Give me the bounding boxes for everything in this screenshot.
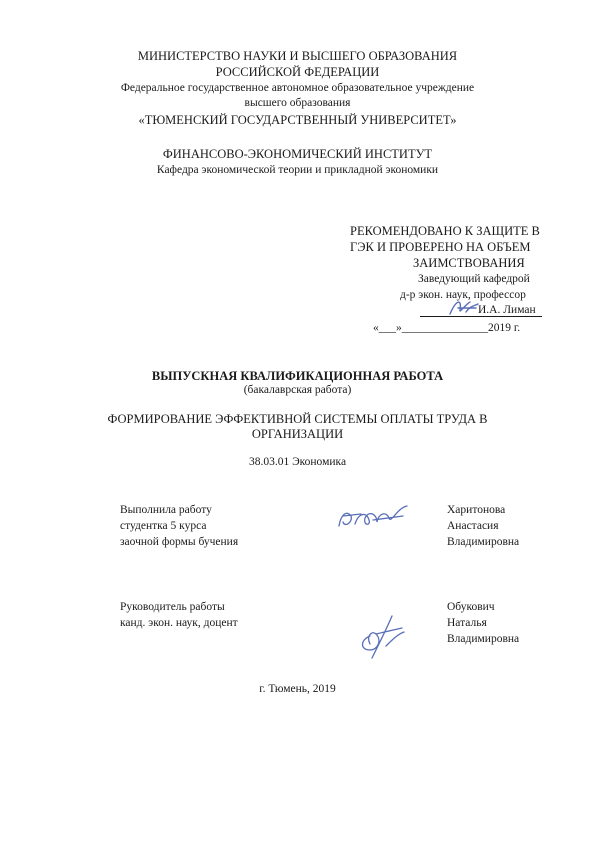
work-title-line1: ФОРМИРОВАНИЕ ЭФФЕКТИВНОЙ СИСТЕМЫ ОПЛАТЫ ТРУДА В	[107, 412, 488, 426]
supervisor-signature-image	[352, 606, 412, 666]
author-label-line2: студентка 5 курса	[120, 520, 207, 532]
author-label-line1: Выполнила работу	[120, 504, 212, 516]
supervisor-surname: Обукович	[447, 601, 495, 613]
work-title-line2: ОРГАНИЗАЦИИ	[251, 427, 344, 441]
university-name: «ТЮМЕНСКИЙ ГОСУДАРСТВЕННЫЙ УНИВЕРСИТЕТ»	[138, 113, 457, 127]
author-label-line3: заочной формы бучения	[120, 536, 239, 548]
supervisor-label-line1: Руководитель работы	[120, 601, 225, 613]
department-name: Кафедра экономической теории и прикладной экономики	[156, 164, 439, 176]
approval-line2: ГЭК И ПРОВЕРЕНО НА ОБЪЕМ	[350, 240, 531, 254]
approval-degree: д-р экон. наук, профессор	[400, 289, 526, 301]
author-patronymic: Владимировна	[447, 536, 520, 548]
specialty: 38.03.01 Экономика	[248, 456, 347, 468]
approval-position: Заведующий кафедрой	[418, 273, 530, 285]
ministry-line2: РОССИЙСКОЙ ФЕДЕРАЦИИ	[215, 65, 380, 79]
city-year: г. Тюмень, 2019	[259, 683, 336, 695]
approval-line3: ЗАИМСТВОВАНИЯ	[413, 256, 525, 270]
work-type: ВЫПУСКНАЯ КВАЛИФИКАЦИОННАЯ РАБОТА	[151, 369, 444, 383]
institution-line1: Федеральное государственное автономное образовательное учреждение	[120, 82, 475, 94]
supervisor-patronymic: Владимировна	[447, 633, 520, 645]
approval-date: «___»_______________2019 г.	[373, 322, 521, 334]
head-signature-image	[446, 296, 482, 318]
approval-signer: И.А. Лиман	[478, 304, 536, 316]
supervisor-name: Наталья	[447, 617, 487, 629]
work-subtype: (бакалаврская работа)	[243, 384, 352, 396]
author-name: Анастасия	[447, 520, 499, 532]
author-surname: Харитонова	[447, 504, 506, 516]
supervisor-label-line2: канд. экон. наук, доцент	[120, 617, 238, 629]
approval-line1: РЕКОМЕНДОВАНО К ЗАЩИТЕ В	[350, 224, 540, 238]
author-signature-image	[333, 500, 413, 536]
institute-name: ФИНАНСОВО-ЭКОНОМИЧЕСКИЙ ИНСТИТУТ	[162, 147, 433, 161]
institution-line2: высшего образования	[244, 97, 351, 109]
ministry-line1: МИНИСТЕРСТВО НАУКИ И ВЫСШЕГО ОБРАЗОВАНИЯ	[137, 49, 458, 63]
